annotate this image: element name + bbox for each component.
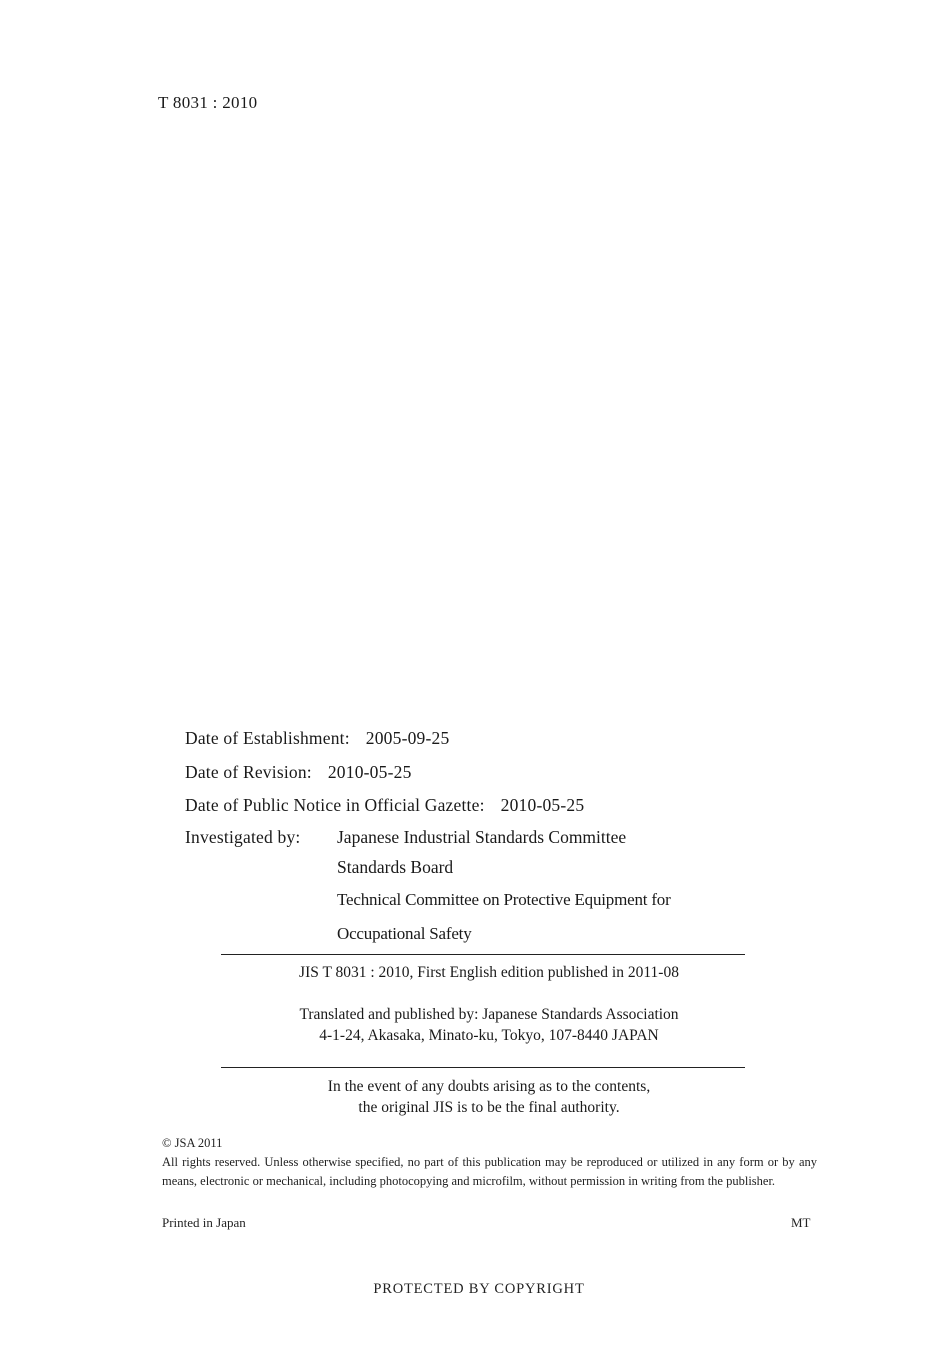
revision-date: 2010-05-25 xyxy=(327,762,412,782)
establishment-row xyxy=(185,728,449,749)
investigated-line-1: Japanese Industrial Standards Committee xyxy=(337,827,627,847)
address-line: 4-1-24, Akasaka, Minato-ku, Tokyo, 107-8440 JAPAN xyxy=(319,1027,659,1044)
gazette-row xyxy=(185,795,584,816)
copyright-footer: PROTECTED BY COPYRIGHT xyxy=(373,1281,585,1297)
divider-top xyxy=(221,954,745,955)
investigated-label: Investigated by: xyxy=(185,827,301,847)
copyright-notice: © JSA 2011 xyxy=(162,1136,223,1150)
printed-in-japan: Printed in Japan xyxy=(162,1215,246,1230)
gazette-date: 2010-05-25 xyxy=(500,795,585,815)
investigated-line-4: Occupational Safety xyxy=(337,924,472,943)
investigated-line-3: Technical Committee on Protective Equipment for xyxy=(337,890,671,909)
establishment-label: Date of Establishment: xyxy=(185,728,350,748)
document-number: T 8031 : 2010 xyxy=(158,93,258,112)
establishment-date: 2005-09-25 xyxy=(365,728,450,748)
gazette-label: Date of Public Notice in Official Gazette: xyxy=(185,795,485,815)
revision-label: Date of Revision: xyxy=(185,762,312,782)
investigated-line-2: Standards Board xyxy=(337,857,454,877)
divider-bottom xyxy=(221,1067,745,1068)
printer-code: MT xyxy=(791,1215,811,1230)
edition-line: JIS T 8031 : 2010, First English edition published in 2011-08 xyxy=(299,964,679,981)
authority-line-1: In the event of any doubts arising as to the contents, xyxy=(327,1078,651,1095)
revision-row xyxy=(185,762,412,783)
authority-line-2: the original JIS is to be the final authority. xyxy=(358,1099,620,1116)
rights-statement: All rights reserved. Unless otherwise specified, no part of this publication may be reproduced or utilized in any form or by any means, electronic or mechanical, including photocopying and microfilm, without permission in writing from the publisher. xyxy=(162,1155,817,1188)
publisher-line: Translated and published by: Japanese Standards Association xyxy=(299,1006,679,1023)
